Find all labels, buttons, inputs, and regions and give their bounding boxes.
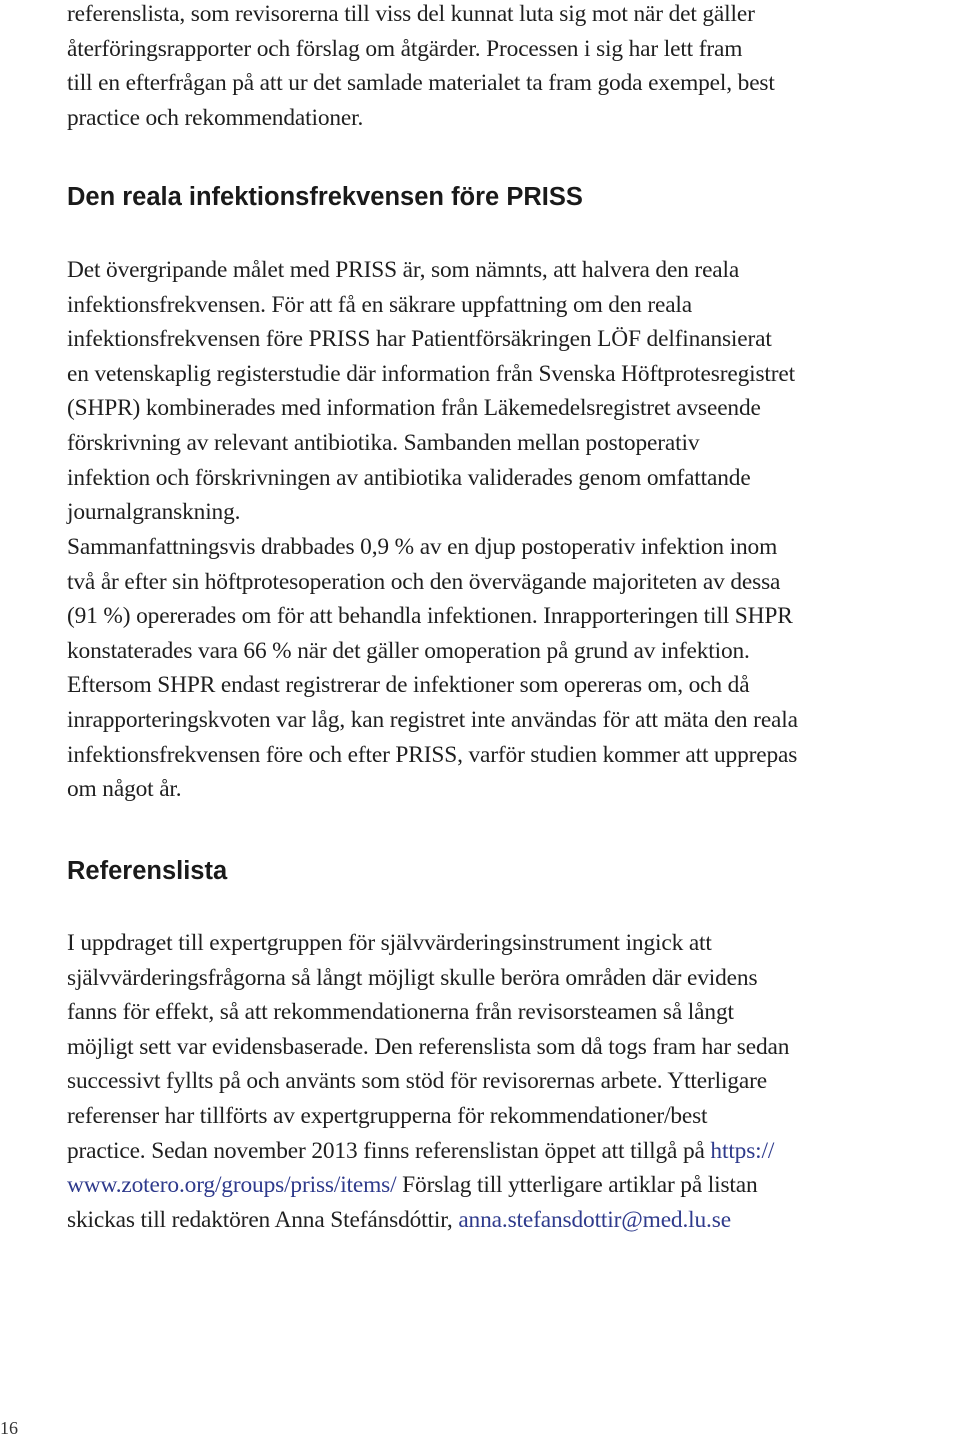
intro-paragraph [67, 0, 960, 135]
zotero-link[interactable]: https:// [710, 1137, 775, 1164]
text-line: konstaterades vara 66 % när det gäller omoperation på grund av infektion. [67, 637, 750, 664]
text-line: om något år. [67, 776, 182, 803]
section-heading-infection-rate: Den reala infektionsfrekvensen före PRISS [67, 183, 583, 211]
text-line: I uppdraget till expertgruppen för självvärderingsinstrument ingick att [67, 930, 712, 956]
text-fragment: Förslag till ytterligare artiklar på listan [396, 1172, 758, 1199]
text-fragment: practice. Sedan november 2013 finns referenslistan öppet att tillgå på [67, 1137, 711, 1164]
text-line: infektionsfrekvensen före PRISS har Patientförsäkringen LÖF delfinansierat [67, 326, 772, 353]
text-line: infektionsfrekvensen. För att få en säkrare uppfattning om den reala [67, 291, 693, 318]
text-line: Sammanfattningsvis drabbades 0,9 % av en djup postoperativ infektion inom [67, 534, 778, 560]
text-line: möjligt sett var evidensbaserade. Den referenslista som då togs fram har sedan [67, 1033, 790, 1060]
text-line: practice och rekommendationer. [67, 104, 364, 131]
text-line: två år efter sin höftprotesoperation och den övervägande majoriteten av dessa [67, 568, 781, 595]
text-line [67, 1168, 960, 1203]
text-line: till en efterfrågan på att ur det samlade materialet ta fram goda exempel, best [67, 70, 775, 97]
section1-paragraph-1 [67, 253, 960, 530]
text-line [67, 1203, 960, 1238]
text-line: successivt fyllts på och använts som stöd för revisorernas arbete. Ytterligare [67, 1068, 767, 1095]
text-line: självvärderingsfrågorna så långt möjligt skulle beröra områden där evidens [67, 964, 758, 991]
text-line: infektion och förskrivningen av antibiotika validerades genom omfattande [67, 464, 751, 491]
text-line: Eftersom SHPR endast registrerar de infektioner som opereras om, och då [67, 672, 750, 699]
text-line [67, 1134, 960, 1169]
text-line: Det övergripande målet med PRISS är, som nämnts, att halvera den reala [67, 257, 740, 283]
text-line: förskrivning av relevant antibiotika. Sambanden mellan postoperativ [67, 429, 700, 456]
text-line: journalgranskning. [67, 499, 241, 526]
email-link[interactable]: anna.stefansdottir@med.lu.se [458, 1206, 731, 1233]
text-line: infektionsfrekvensen före och efter PRISS, varför studien kommer att upprepas [67, 741, 798, 768]
text-fragment: skickas till redaktören Anna Stefánsdóttir, [67, 1206, 459, 1233]
section1-paragraph-2 [67, 530, 960, 807]
section-heading-reference-list: Referenslista [67, 857, 228, 885]
text-line: referenslista, som revisorerna till viss del kunnat luta sig mot när det gäller [67, 1, 755, 27]
text-line: återföringsrapporter och förslag om åtgärder. Processen i sig har lett fram [67, 35, 743, 62]
text-line: fanns för effekt, så att rekommendationerna från revisorsteamen så långt [67, 999, 734, 1026]
zotero-link[interactable]: www.zotero.org/groups/priss/items/ [67, 1172, 397, 1199]
text-line: (SHPR) kombinerades med information från Läkemedelsregistret avseende [67, 395, 761, 422]
page-number: 16 [0, 1418, 18, 1438]
text-line: (91 %) opererades om för att behandla infektionen. Inrapporteringen till SHPR [67, 603, 793, 630]
text-line: inrapporteringskvoten var låg, kan registret inte användas för att mäta den reala [67, 706, 798, 733]
section2-paragraph [67, 926, 960, 1237]
text-line: referenser har tillförts av expertgrupperna för rekommendationer/best [67, 1102, 708, 1129]
text-line: en vetenskaplig registerstudie där information från Svenska Höftprotesregistret [67, 360, 795, 387]
